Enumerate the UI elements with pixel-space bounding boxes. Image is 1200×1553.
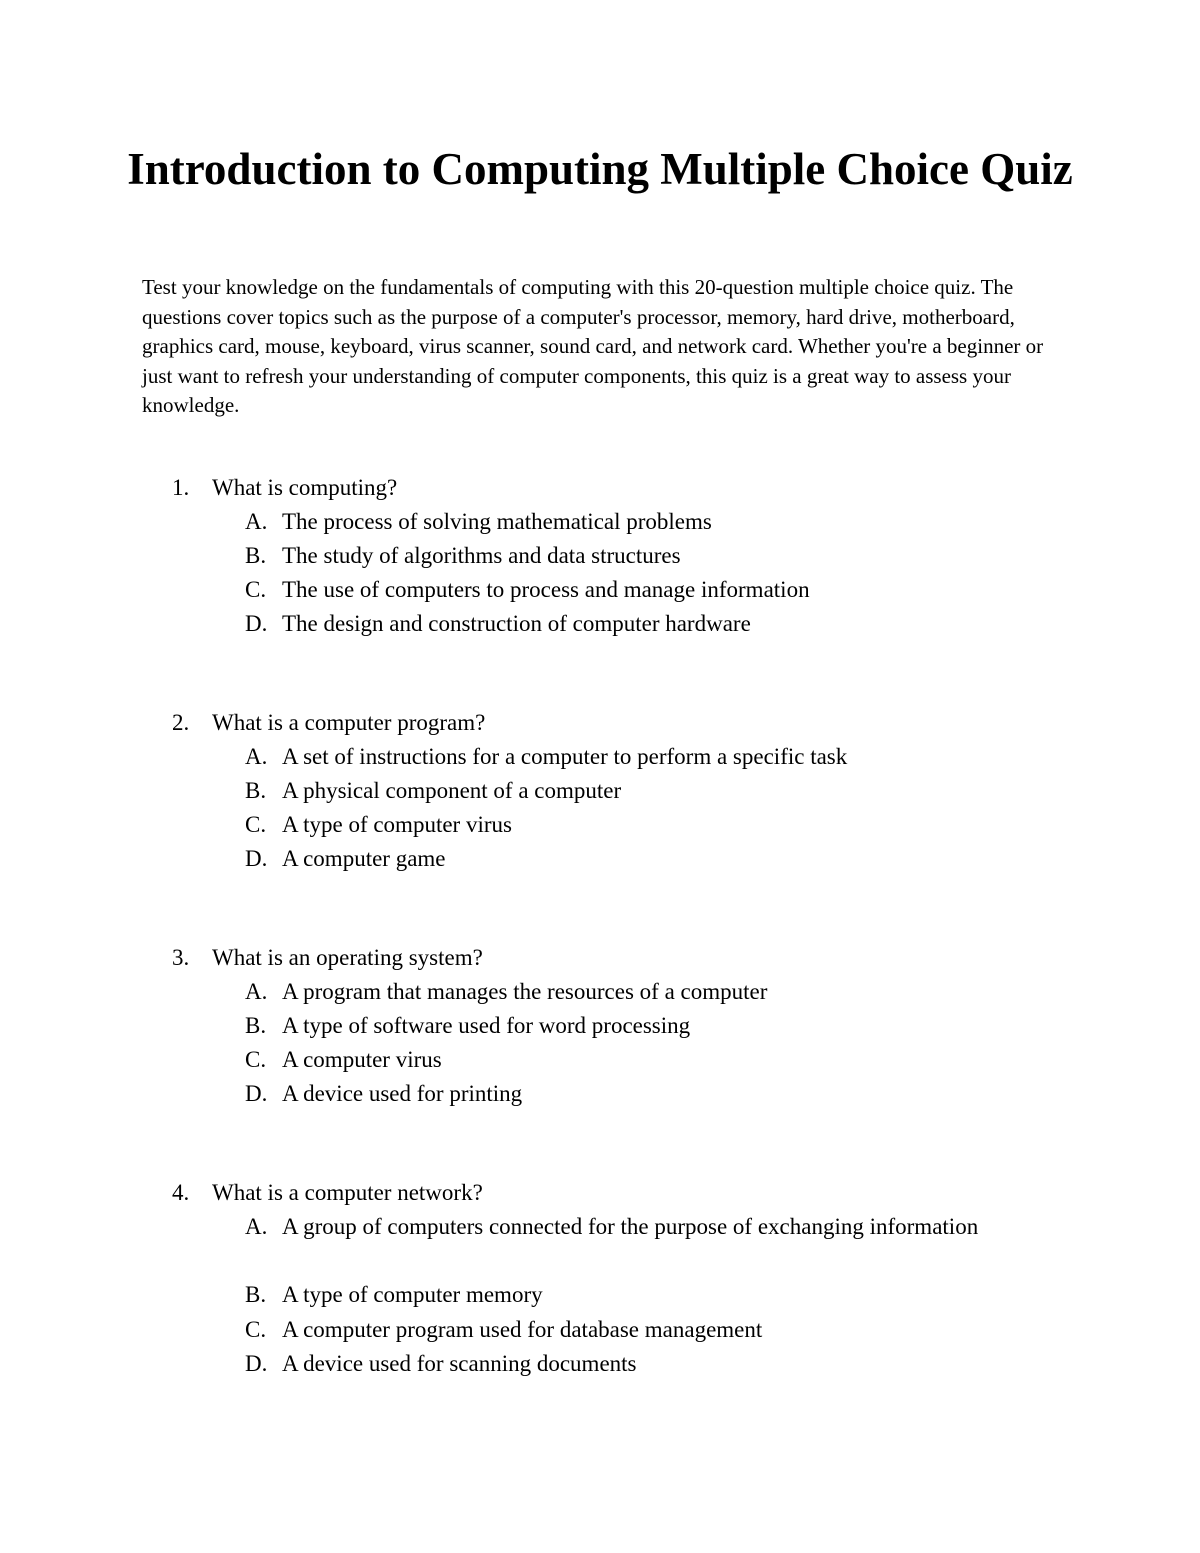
option-text: The study of algorithms and data structures xyxy=(282,543,681,568)
question-text: What is an operating system? xyxy=(212,945,483,970)
option-letter: A. xyxy=(245,979,268,1004)
document-title: Introduction to Computing Multiple Choice Quiz xyxy=(127,144,1073,194)
option-text: The design and construction of computer hardware xyxy=(282,611,751,636)
question-text: What is a computer network? xyxy=(212,1180,483,1205)
option-text: A device used for scanning documents xyxy=(282,1351,637,1376)
option-letter: C. xyxy=(245,1047,267,1072)
option-letter: A. xyxy=(245,1214,268,1239)
question-number: 3. xyxy=(172,945,190,970)
intro-paragraph: Test your knowledge on the fundamentals of computing with this 20-question multiple choice quiz. The questions cover topics such as the purpose of a computer's processor, memory, hard drive, motherboard, graphics card, mouse, keyboard, virus scanner, sound card, and network card. Whether you're a beginner or just want to refresh your understanding of computer components, this quiz is a great way to assess your knowledge. xyxy=(142,275,1044,417)
question-number: 2. xyxy=(172,710,190,735)
option-letter: B. xyxy=(245,778,267,803)
question-text: What is computing? xyxy=(212,475,398,500)
option-text: A type of software used for word processing xyxy=(282,1013,691,1038)
option-letter: C. xyxy=(245,812,267,837)
option-text: A computer virus xyxy=(282,1047,442,1072)
option-text: A set of instructions for a computer to perform a specific task xyxy=(282,744,848,769)
option-letter: D. xyxy=(245,846,268,871)
option-letter: C. xyxy=(245,1317,267,1342)
option-text: A device used for printing xyxy=(282,1081,523,1106)
option-text: A group of computers connected for the purpose of exchanging information xyxy=(282,1214,979,1239)
option-text: The process of solving mathematical problems xyxy=(282,509,712,534)
option-letter: D. xyxy=(245,611,268,636)
question-text: What is a computer program? xyxy=(212,710,486,735)
option-text: The use of computers to process and manage information xyxy=(282,577,810,602)
option-text: A computer game xyxy=(282,846,446,871)
option-letter: B. xyxy=(245,1013,267,1038)
option-letter: D. xyxy=(245,1081,268,1106)
option-text: A type of computer virus xyxy=(282,812,512,837)
option-letter: A. xyxy=(245,509,268,534)
option-letter: B. xyxy=(245,543,267,568)
option-letter: A. xyxy=(245,744,268,769)
option-text: A computer program used for database management xyxy=(282,1317,763,1342)
option-text: A physical component of a computer xyxy=(282,778,622,803)
option-text: A program that manages the resources of a computer xyxy=(282,979,768,1004)
option-text: A type of computer memory xyxy=(282,1282,543,1307)
question-number: 1. xyxy=(172,475,190,500)
question-number: 4. xyxy=(172,1180,190,1205)
option-letter: C. xyxy=(245,577,267,602)
option-letter: D. xyxy=(245,1351,268,1376)
option-letter: B. xyxy=(245,1282,267,1307)
